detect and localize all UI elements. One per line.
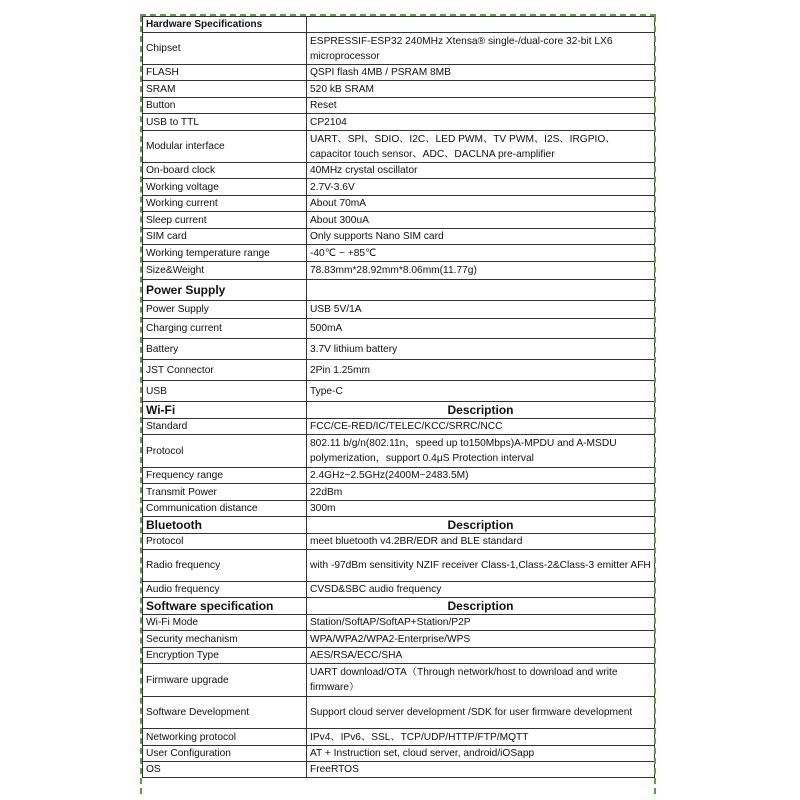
spec-row — [143, 697, 655, 729]
dashed-border-right — [654, 16, 656, 794]
spec-label: SRAM — [143, 81, 307, 98]
spec-row — [143, 339, 655, 360]
spec-row — [143, 468, 655, 484]
spec-label: Chipset — [143, 33, 307, 65]
spec-label: Battery — [143, 339, 307, 360]
spec-table — [142, 16, 655, 778]
section-header-row — [143, 517, 655, 534]
spec-label: Working temperature range — [143, 245, 307, 262]
spec-label: Protocol — [143, 534, 307, 550]
spec-value: Station/SoftAP/SoftAP+Station/P2P — [307, 615, 655, 631]
spec-label: FLASH — [143, 65, 307, 81]
spec-value: About 300uA — [307, 212, 655, 229]
spec-row — [143, 65, 655, 81]
spec-value: CP2104 — [307, 114, 655, 131]
spec-row — [143, 229, 655, 245]
spec-label: Communication distance — [143, 501, 307, 517]
spec-label: JST Connector — [143, 360, 307, 381]
spec-value: 3.7V lithium battery — [307, 339, 655, 360]
spec-value: meet bluetooth v4.2BR/EDR and BLE standard — [307, 534, 655, 550]
spec-value: CVSD&SBC audio frequency — [307, 582, 655, 598]
spec-row — [143, 664, 655, 697]
dashed-border-left — [140, 16, 142, 794]
spec-label: Radio frequency — [143, 550, 307, 582]
spec-row — [143, 81, 655, 98]
spec-label: Working current — [143, 196, 307, 212]
spec-value: UART、SPI、SDIO、I2C、LED PWM、TV PWM、I2S、IRGPIO、capacitor touch sensor、ADC、DACLNA pre-amplifier — [307, 131, 655, 163]
spec-value: 22dBm — [307, 484, 655, 501]
spec-row — [143, 179, 655, 196]
spec-row — [143, 360, 655, 381]
spec-row — [143, 762, 655, 778]
spec-row — [143, 729, 655, 746]
spec-row — [143, 262, 655, 280]
spec-row — [143, 534, 655, 550]
spec-row — [143, 746, 655, 762]
spec-value: -40℃ ~ +85℃ — [307, 245, 655, 262]
spec-value: Type-C — [307, 381, 655, 402]
spec-row — [143, 550, 655, 582]
spec-row — [143, 33, 655, 65]
spec-label: Modular interface — [143, 131, 307, 163]
spec-label: Power Supply — [143, 301, 307, 319]
spec-row — [143, 163, 655, 179]
spec-value: Support cloud server development /SDK for user firmware development — [307, 697, 655, 729]
spec-value: AES/RSA/ECC/SHA — [307, 648, 655, 664]
spec-row — [143, 196, 655, 212]
spec-row — [143, 245, 655, 262]
spec-row — [143, 484, 655, 501]
section-description-header — [307, 280, 655, 301]
spec-label: On-board clock — [143, 163, 307, 179]
spec-row — [143, 319, 655, 339]
spec-label: OS — [143, 762, 307, 778]
spec-row — [143, 501, 655, 517]
spec-label: Transmit Power — [143, 484, 307, 501]
spec-value: USB 5V/1A — [307, 301, 655, 319]
spec-row — [143, 582, 655, 598]
section-title: Wi-Fi — [143, 402, 307, 419]
spec-label: Security mechanism — [143, 631, 307, 648]
spec-value: ESPRESSIF-ESP32 240MHz Xtensa® single-/dual-core 32-bit LX6 microprocessor — [307, 33, 655, 65]
spec-value: FreeRTOS — [307, 762, 655, 778]
spec-row — [143, 615, 655, 631]
spec-label: Networking protocol — [143, 729, 307, 746]
spec-value: Reset — [307, 98, 655, 114]
spec-value: 500mA — [307, 319, 655, 339]
section-title: Power Supply — [143, 280, 307, 301]
spec-value: 2.7V-3.6V — [307, 179, 655, 196]
spec-value: 2Pin 1.25mm — [307, 360, 655, 381]
spec-table-body — [143, 17, 655, 778]
dashed-border-top — [140, 14, 656, 16]
section-header-row — [143, 280, 655, 301]
spec-label: User Configuration — [143, 746, 307, 762]
spec-value: Only supports Nano SIM card — [307, 229, 655, 245]
spec-value: FCC/CE-RED/IC/TELEC/KCC/SRRC/NCC — [307, 419, 655, 435]
spec-label: Wi-Fi Mode — [143, 615, 307, 631]
spec-value: with -97dBm sensitivity NZIF receiver Class-1,Class-2&Class-3 emitter AFH — [307, 550, 655, 582]
spec-value: 2.4GHz~2.5GHz(2400M~2483.5M) — [307, 468, 655, 484]
spec-row — [143, 212, 655, 229]
spec-sheet — [142, 16, 654, 778]
section-header-row — [143, 402, 655, 419]
spec-label: Protocol — [143, 435, 307, 468]
spec-label: Frequency range — [143, 468, 307, 484]
spec-row — [143, 301, 655, 319]
spec-label: SIM card — [143, 229, 307, 245]
spec-value: WPA/WPA2/WPA2-Enterprise/WPS — [307, 631, 655, 648]
section-title: Hardware Specifications — [143, 17, 307, 33]
section-header-row — [143, 17, 655, 33]
spec-label: Size&Weight — [143, 262, 307, 280]
spec-label: USB to TTL — [143, 114, 307, 131]
spec-label: Software Development — [143, 697, 307, 729]
spec-row — [143, 131, 655, 163]
spec-label: USB — [143, 381, 307, 402]
spec-label: Working voltage — [143, 179, 307, 196]
spec-label: Firmware upgrade — [143, 664, 307, 697]
section-title: Software specification — [143, 598, 307, 615]
spec-label: Button — [143, 98, 307, 114]
section-description-header — [307, 17, 655, 33]
spec-row — [143, 631, 655, 648]
section-description-header: Description — [307, 517, 655, 534]
section-description-header: Description — [307, 598, 655, 615]
spec-label: Audio frequency — [143, 582, 307, 598]
spec-row — [143, 98, 655, 114]
section-title: Bluetooth — [143, 517, 307, 534]
spec-row — [143, 435, 655, 468]
spec-label: Charging current — [143, 319, 307, 339]
spec-value: QSPI flash 4MB / PSRAM 8MB — [307, 65, 655, 81]
spec-value: About 70mA — [307, 196, 655, 212]
spec-value: 78.83mm*28.92mm*8.06mm(11.77g) — [307, 262, 655, 280]
spec-value: AT + Instruction set, cloud server, android/iOSapp — [307, 746, 655, 762]
spec-value: 802.11 b/g/n(802.11n，speed up to150Mbps)A-MPDU and A-MSDU polymerization，support 0.4μS Protection interval — [307, 435, 655, 468]
spec-value: UART download/OTA（Through network/host to download and write firmware） — [307, 664, 655, 697]
spec-value: 300m — [307, 501, 655, 517]
spec-label: Sleep current — [143, 212, 307, 229]
spec-value: 40MHz crystal oscillator — [307, 163, 655, 179]
section-description-header: Description — [307, 402, 655, 419]
section-header-row — [143, 598, 655, 615]
spec-value: 520 kB SRAM — [307, 81, 655, 98]
spec-label: Encryption Type — [143, 648, 307, 664]
spec-value: IPv4、IPv6、SSL、TCP/UDP/HTTP/FTP/MQTT — [307, 729, 655, 746]
spec-row — [143, 114, 655, 131]
spec-label: Standard — [143, 419, 307, 435]
spec-row — [143, 381, 655, 402]
spec-row — [143, 648, 655, 664]
spec-row — [143, 419, 655, 435]
